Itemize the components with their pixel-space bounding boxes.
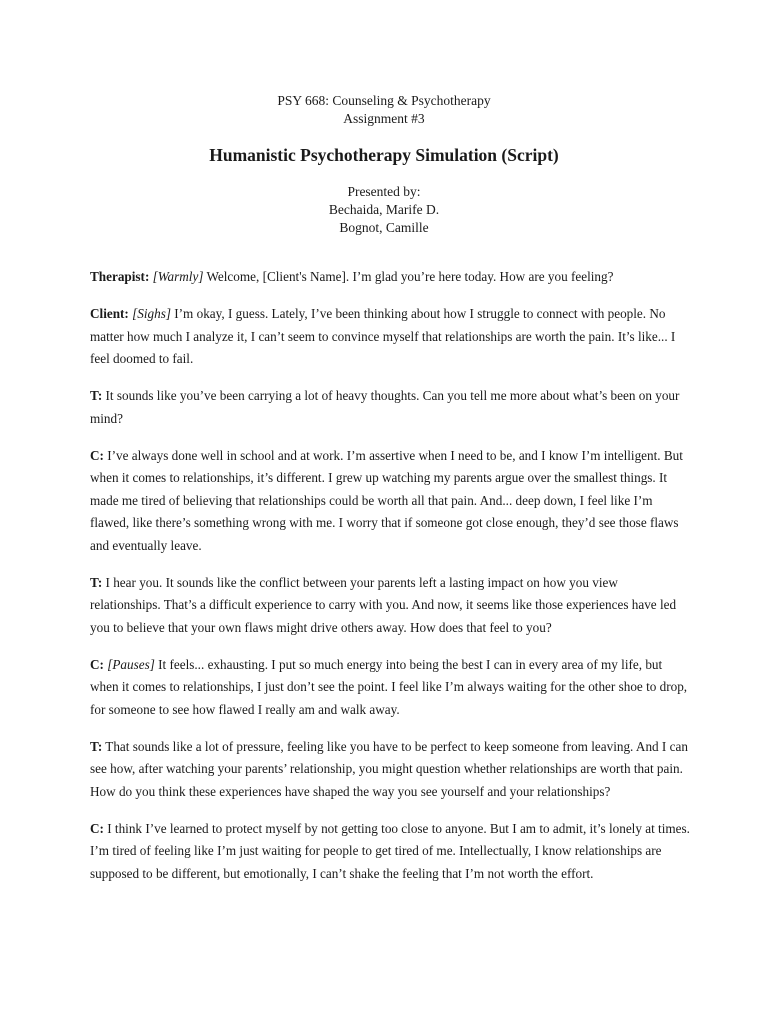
dialogue-text: That sounds like a lot of pressure, feeling like you have to be perfect to keep someone from leaving. And I can see how, after watching your parents’ relationship, you might question whether relationships are worth that pain. How do you think these experiences have shaped the way you see yourself and your relationships? <box>90 738 688 799</box>
dialogue-text: I’m okay, I guess. Lately, I’ve been thinking about how I struggle to connect with people. No matter how much I analyze it, I can’t seem to convince myself that relationships are worth the pain. It’s like... I feel doomed to fail. <box>90 306 676 366</box>
dialogue-turn <box>90 572 690 640</box>
dialogue-turn <box>90 818 690 886</box>
dialogue-turn <box>90 385 690 430</box>
stage-direction: [Pauses] <box>107 656 155 672</box>
dialogue-turn <box>90 445 690 558</box>
speaker-label: C: <box>90 656 104 672</box>
document-title: Humanistic Psychotherapy Simulation (Script) <box>209 145 559 165</box>
dialogue-text: I’ve always done well in school and at work. I’m assertive when I need to be, and I know I’m intelligent. But when it comes to relationships, it’s different. I grew up watching my parents argue over the smallest things. It made me tired of believing that relationships could be worth all that pain. And... deep down, I feel like I’m flawed, like there’s something wrong with me. I worry that if someone got close enough, they’d see those flaws and eventually leave. <box>90 447 683 553</box>
dialogue-text: I hear you. It sounds like the conflict between your parents left a lasting impact on how you view relationships. That’s a difficult experience to carry with you. And now, it seems like those experiences have led you to believe that your own flaws might drive others away. How does that feel to you? <box>90 574 677 635</box>
assignment-number: Assignment #3 <box>343 111 425 126</box>
dialogue-text: It feels... exhausting. I put so much energy into being the best I can in every area of my life, but when it comes to relationships, I just don’t see the point. I feel like I’m always waiting for the other shoe to drop, for someone to see how flawed I really am and walk away. <box>90 656 688 717</box>
dialogue-turn <box>90 303 690 371</box>
dialogue-text: Welcome, [Client's Name]. I’m glad you’re here today. How are you feeling? <box>206 269 614 284</box>
speaker-label: T: <box>90 388 103 403</box>
dialogue-turn <box>90 654 690 722</box>
speaker-label: C: <box>90 447 104 463</box>
stage-direction: [Warmly] <box>152 269 204 284</box>
stage-direction: [Sighs] <box>132 306 171 321</box>
speaker-label: Therapist: <box>90 269 150 284</box>
presenter-name: Bechaida, Marife D. <box>328 202 440 217</box>
dialogue-script <box>90 266 690 900</box>
speaker-label: T: <box>90 574 103 590</box>
dialogue-turn <box>90 266 690 289</box>
dialogue-turn <box>90 736 690 804</box>
course-name: PSY 668: Counseling & Psychotherapy <box>277 93 491 108</box>
dialogue-text: I think I’ve learned to protect myself by not getting too close to anyone. But I am to admit, it’s lonely at times. I’m tired of feeling like I’m just waiting for people to get tired of me. Intellectually, I know relationships are supposed to be different, but emotionally, I can’t shake the feeling that I’m not worth the effort. <box>90 820 690 881</box>
presenters-label: Presented by: <box>347 184 421 199</box>
presenters-block <box>0 183 768 237</box>
presenter-name: Bognot, Camille <box>339 220 429 235</box>
speaker-label: Client: <box>90 306 129 321</box>
speaker-label: C: <box>90 820 104 836</box>
speaker-label: T: <box>90 738 103 754</box>
course-header <box>0 92 768 128</box>
dialogue-text: It sounds like you’ve been carrying a lot of heavy thoughts. Can you tell me more about what’s been on your mind? <box>90 388 680 426</box>
